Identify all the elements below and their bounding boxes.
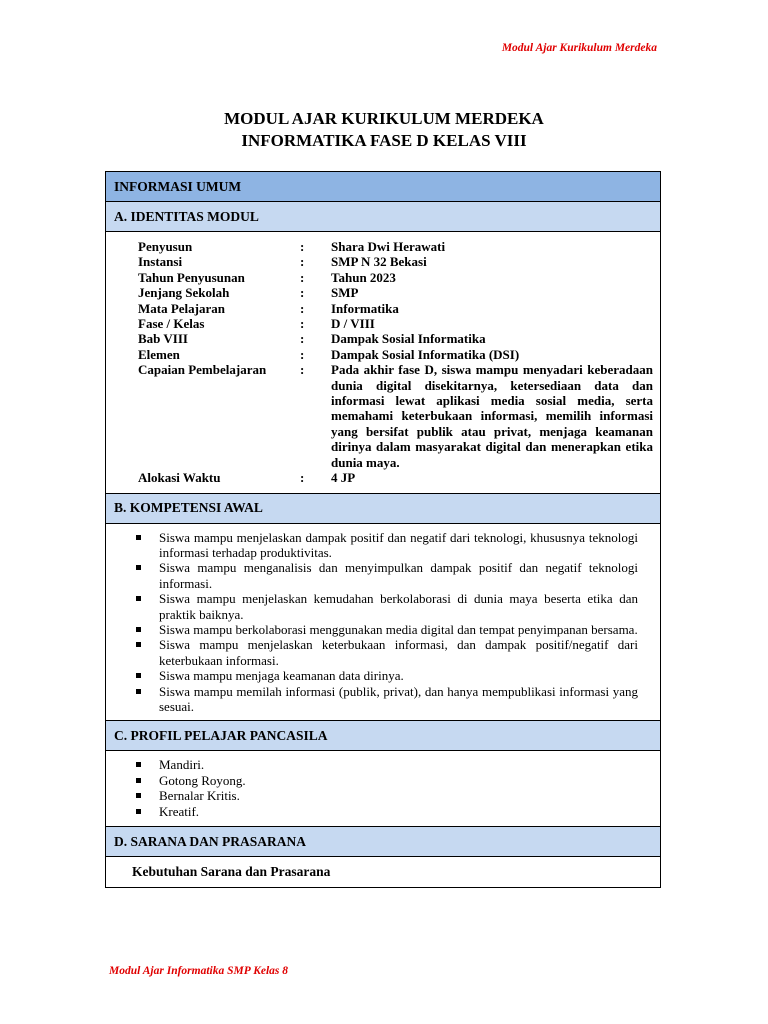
list-item-text: Kreatif. bbox=[159, 803, 200, 819]
identitas-colon: : bbox=[300, 362, 305, 378]
square-bullet-icon bbox=[136, 565, 141, 570]
identitas-colon: : bbox=[300, 331, 305, 347]
square-bullet-icon bbox=[136, 762, 141, 767]
identitas-colon: : bbox=[300, 470, 305, 486]
list-item-text: Siswa mampu menjelaskan keterbukaan informasi, dan dampak positif/negatif dari keterbukaan informasi. bbox=[159, 637, 638, 668]
identitas-value: 4 JP bbox=[331, 470, 356, 486]
section-header-kompetensi: B. KOMPETENSI AWAL bbox=[106, 494, 660, 524]
identitas-value: Shara Dwi Herawati bbox=[331, 239, 446, 254]
identitas-row bbox=[138, 470, 653, 485]
list-item bbox=[134, 757, 638, 772]
identitas-label: Instansi bbox=[138, 254, 183, 270]
identitas-row bbox=[138, 316, 653, 331]
identitas-label: Mata Pelajaran bbox=[138, 300, 226, 316]
list-item-text: Bernalar Kritis. bbox=[159, 788, 240, 804]
list-item-text: Siswa mampu menganalisis dan menyimpulkan dampak positif dan negatif teknologi informasi. bbox=[159, 560, 638, 591]
identitas-label: Jenjang Sekolah bbox=[138, 285, 230, 301]
square-bullet-icon bbox=[136, 778, 141, 783]
identitas-label: Capaian Pembelajaran bbox=[138, 362, 267, 378]
kompetensi-body bbox=[106, 524, 660, 722]
identitas-colon: : bbox=[300, 254, 305, 270]
identitas-row bbox=[138, 254, 653, 269]
square-bullet-icon bbox=[136, 627, 141, 632]
kompetensi-list bbox=[134, 530, 638, 715]
identitas-value: Informatika bbox=[331, 300, 399, 316]
title-line-1: MODUL AJAR KURIKULUM MERDEKA bbox=[224, 109, 544, 128]
list-item bbox=[134, 622, 638, 637]
identitas-colon: : bbox=[300, 269, 305, 285]
identitas-row bbox=[138, 270, 653, 285]
identitas-colon: : bbox=[300, 239, 305, 254]
square-bullet-icon bbox=[136, 596, 141, 601]
module-info-table bbox=[105, 171, 661, 888]
section-header-identitas: A. IDENTITAS MODUL bbox=[106, 202, 660, 232]
identitas-colon: : bbox=[300, 300, 305, 316]
identitas-colon: : bbox=[300, 316, 305, 332]
list-item-text: Siswa mampu menjelaskan kemudahan berkolaborasi di dunia maya beserta etika dan praktik baiknya. bbox=[159, 591, 638, 622]
list-item bbox=[134, 530, 638, 561]
identitas-value: D / VIII bbox=[331, 316, 375, 332]
header-note: Modul Ajar Kurikulum Merdeka bbox=[501, 42, 657, 54]
list-item-text: Siswa mampu menjaga keamanan data dirinya. bbox=[159, 668, 404, 684]
list-item-text: Mandiri. bbox=[159, 757, 205, 773]
section-header-informasi-umum: INFORMASI UMUM bbox=[106, 172, 660, 202]
identitas-value: Dampak Sosial Informatika bbox=[331, 331, 486, 347]
identitas-body bbox=[106, 232, 660, 494]
list-item bbox=[134, 637, 638, 668]
identitas-colon: : bbox=[300, 285, 305, 301]
section-header-sarana: D. SARANA DAN PRASARANA bbox=[106, 827, 660, 857]
identitas-row bbox=[138, 331, 653, 346]
square-bullet-icon bbox=[136, 689, 141, 694]
identitas-value: SMP N 32 Bekasi bbox=[331, 254, 427, 270]
list-item bbox=[134, 668, 638, 683]
title-line-2: INFORMATIKA FASE D KELAS VIII bbox=[241, 131, 527, 150]
sarana-subheading: Kebutuhan Sarana dan Prasarana bbox=[132, 864, 331, 879]
list-item-text: Siswa mampu menjelaskan dampak positif dan negatif dari teknologi, khususnya teknologi informasi terhadap produktivitas. bbox=[159, 529, 638, 560]
identitas-label: Penyusun bbox=[138, 239, 193, 254]
square-bullet-icon bbox=[136, 535, 141, 540]
identitas-row bbox=[138, 362, 653, 470]
identitas-label: Fase / Kelas bbox=[138, 316, 205, 332]
list-item bbox=[134, 788, 638, 803]
footer-note: Modul Ajar Informatika SMP Kelas 8 bbox=[109, 965, 289, 977]
list-item-text: Siswa mampu memilah informasi (publik, privat), dan hanya mempublikasi informasi yang sesuai. bbox=[159, 683, 638, 714]
square-bullet-icon bbox=[136, 809, 141, 814]
list-item bbox=[134, 560, 638, 591]
identitas-label: Tahun Penyusunan bbox=[138, 269, 245, 285]
identitas-label: Alokasi Waktu bbox=[138, 470, 221, 486]
identitas-value: SMP bbox=[331, 285, 359, 301]
square-bullet-icon bbox=[136, 642, 141, 647]
square-bullet-icon bbox=[136, 673, 141, 678]
identitas-row bbox=[138, 285, 653, 300]
profil-list bbox=[134, 757, 638, 819]
identitas-value: Pada akhir fase D, siswa mampu menyadari keberadaan dunia digital disekitarnya, ketersediaan data dan informasi lewat aplikasi media sosial media, serta memahami keterbukaan informasi, memilih informasi yang bersifat publik atau privat, menjaga keamanan dirinya dalam masyarakat digital dan menerapkan etika dunia maya. bbox=[331, 362, 653, 470]
identitas-row bbox=[138, 239, 653, 254]
identitas-row bbox=[138, 347, 653, 362]
list-item-text: Siswa mampu berkolaborasi menggunakan media digital dan tempat penyimpanan bersama. bbox=[159, 621, 638, 637]
identitas-value: Tahun 2023 bbox=[331, 269, 396, 285]
document-title bbox=[0, 108, 768, 152]
list-item-text: Gotong Royong. bbox=[159, 772, 246, 788]
list-item bbox=[134, 591, 638, 622]
list-item bbox=[134, 804, 638, 819]
list-item bbox=[134, 773, 638, 788]
profil-body bbox=[106, 751, 660, 827]
identitas-colon: : bbox=[300, 346, 305, 362]
section-header-profil: C. PROFIL PELAJAR PANCASILA bbox=[106, 721, 660, 751]
square-bullet-icon bbox=[136, 793, 141, 798]
identitas-value: Dampak Sosial Informatika (DSI) bbox=[331, 346, 520, 362]
list-item bbox=[134, 684, 638, 715]
identitas-label: Elemen bbox=[138, 346, 180, 362]
identitas-row bbox=[138, 301, 653, 316]
identitas-label: Bab VIII bbox=[138, 331, 188, 347]
